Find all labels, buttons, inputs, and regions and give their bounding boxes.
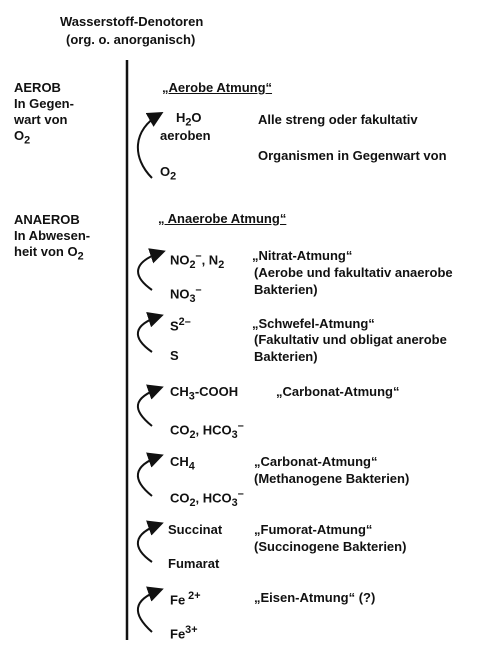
aerobe-title: „Aerobe Atmung“	[162, 80, 273, 95]
fumorat-bottom: Fumarat	[168, 556, 220, 571]
aerobe-donor-line2: aeroben	[160, 128, 211, 143]
schwefel-desc2: Bakterien)	[254, 349, 318, 364]
carbonat2-top: $CH_4$	[170, 454, 195, 473]
carbonat1-top: $CH_3$-COOH	[170, 384, 239, 403]
carbonat2-bottom: $CO_2$, $HCO_3^-$	[170, 488, 244, 509]
aerobe-acceptor: $O_2$	[160, 164, 177, 183]
arc-carbonat2	[138, 456, 160, 496]
eisen-top: Fe $^{2+}$	[170, 590, 201, 608]
carbonat1-bottom: $CO_2$, $HCO_3^-$	[170, 420, 244, 441]
aerobe-donor: $H_2O$	[176, 110, 202, 129]
aerob-label	[14, 80, 74, 149]
anaerob-label-line2: In Abwesen-	[14, 228, 91, 243]
arc-carbonat1	[138, 388, 160, 426]
fumorat-top: Succinat	[168, 522, 223, 537]
aerob-label-line4: $O_2$	[14, 128, 31, 147]
arc-eisen	[138, 590, 160, 632]
schwefel-top: $S^{2-}$	[170, 316, 191, 334]
nitrat-desc1: (Aerobe und fakultativ anaerobe	[254, 265, 453, 280]
fumorat-desc1: (Succinogene Bakterien)	[254, 539, 407, 554]
fumorat-name: „Fumorat-Atmung“	[254, 522, 373, 537]
schwefel-bottom: S	[170, 348, 179, 363]
aerob-label-line3: wart von	[14, 112, 68, 127]
anaerobe-title: „ Anaerobe Atmung“	[158, 211, 287, 226]
carbonat2-name: „Carbonat-Atmung“	[254, 454, 378, 469]
carbonat2-desc1: (Methanogene Bakterien)	[254, 471, 410, 486]
nitrat-name: „Nitrat-Atmung“	[252, 248, 353, 263]
schwefel-name: „Schwefel-Atmung“	[252, 316, 375, 331]
aerobe-desc1: Alle streng oder fakultativ	[258, 112, 418, 127]
header-line2: (org. o. anorganisch)	[66, 32, 196, 47]
aerob-label-line1: AEROB	[14, 80, 61, 95]
schwefel-desc1: (Fakultativ und obligat anerobe	[254, 332, 447, 347]
anaerob-label-line1: ANAEROB	[14, 212, 80, 227]
arc-nitrat	[138, 252, 162, 290]
carbonat1-name: „Carbonat-Atmung“	[276, 384, 400, 399]
nitrat-bottom: $NO_3^-$	[170, 284, 202, 305]
arc-fumorat	[138, 524, 160, 562]
anaerob-label-line3: heit von $O_2$	[14, 244, 84, 263]
arc-aerobe	[138, 114, 160, 178]
eisen-name: „Eisen-Atmung“ (?)	[254, 590, 376, 605]
anaerob-label	[14, 212, 90, 265]
nitrat-desc2: Bakterien)	[254, 282, 318, 297]
header-line1: Wasserstoff-Denotoren	[60, 14, 204, 29]
aerob-label-line2: In Gegen-	[14, 96, 74, 111]
nitrat-top: $NO_2^-$, $N_2$	[170, 250, 225, 271]
eisen-bottom: $Fe^{3+}$	[170, 624, 198, 642]
arc-schwefel	[138, 316, 160, 352]
aerobe-desc2: Organismen in Gegenwart von	[258, 148, 447, 163]
